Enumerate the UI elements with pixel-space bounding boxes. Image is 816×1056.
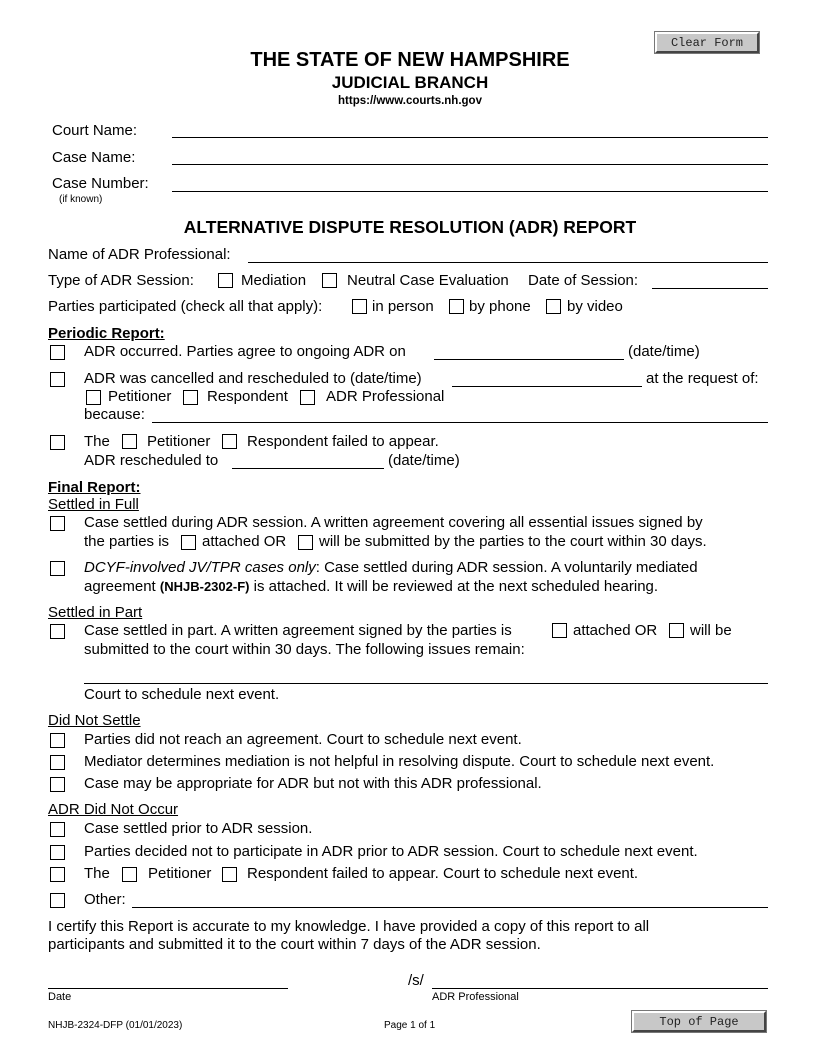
dcyf-italic: DCYF-involved JV/TPR cases only (84, 559, 316, 576)
case-number-field[interactable] (172, 191, 768, 192)
failed-respondent-checkbox[interactable] (222, 434, 237, 449)
settled-in-part-heading: Settled in Part (48, 604, 143, 621)
rescheduled-date-field[interactable] (452, 386, 642, 387)
neutral-evaluation-label: Neutral Case Evaluation (347, 272, 509, 289)
part-will-be-label: will be (690, 622, 732, 639)
other-label: Other: (84, 891, 126, 908)
by-phone-label: by phone (469, 298, 531, 315)
page-number: Page 1 of 1 (384, 1020, 436, 1031)
settled-prior-checkbox[interactable] (50, 822, 65, 837)
other-field[interactable] (132, 907, 768, 908)
mediation-checkbox[interactable] (218, 273, 233, 288)
failed-petitioner-checkbox[interactable] (122, 434, 137, 449)
case-name-field[interactable] (172, 164, 768, 165)
agreement-text (84, 578, 658, 595)
state-heading: THE STATE OF NEW HAMPSHIRE (250, 49, 570, 71)
because-label: because: (84, 406, 145, 423)
adr-professional-signature-label: ADR Professional (432, 991, 519, 1003)
by-video-label: by video (567, 298, 623, 315)
decided-not-text: Parties decided not to participate in ADR prior to ADR session. Court to schedule next event. (84, 843, 698, 860)
final-report-heading: Final Report: (48, 479, 141, 496)
in-person-label: in person (372, 298, 434, 315)
failed-to-appear-checkbox[interactable] (50, 435, 65, 450)
by-video-checkbox[interactable] (546, 299, 561, 314)
dno-the-label: The (84, 865, 110, 882)
case-name-label: Case Name: (52, 149, 136, 166)
adr-cancelled-checkbox[interactable] (50, 372, 65, 387)
certify-line2: participants and submitted it to the court within 7 days of the ADR session. (48, 936, 541, 953)
court-name-field[interactable] (172, 137, 768, 138)
full-attached-label: attached OR (202, 533, 287, 550)
neutral-evaluation-checkbox[interactable] (322, 273, 337, 288)
adr-occurred-text: ADR occurred. Parties agree to ongoing ADR on (84, 343, 406, 360)
the-label: The (84, 433, 110, 450)
rescheduled-to-label: ADR rescheduled to (84, 452, 219, 469)
request-petitioner-label: Petitioner (108, 388, 172, 405)
court-schedule-text: Court to schedule next event. (84, 686, 280, 703)
request-adr-professional-label: ADR Professional (326, 388, 445, 405)
no-agreement-text: Parties did not reach an agreement. Court to schedule next event. (84, 731, 522, 748)
settled-part-checkbox[interactable] (50, 624, 65, 639)
dno-respondent-checkbox[interactable] (222, 867, 237, 882)
part-will-be-checkbox[interactable] (669, 623, 684, 638)
parties-is-text: the parties is (84, 533, 170, 550)
court-name-label: Court Name: (52, 122, 138, 139)
form-code-footer: NHJB-2324-DFP (01/01/2023) (48, 1020, 183, 1031)
dno-failed-checkbox[interactable] (50, 867, 65, 882)
failed-respondent-text: Respondent failed to appear. (247, 433, 439, 450)
settled-part-text: Case settled in part. A written agreement signed by the parties is (84, 622, 512, 639)
agreement-rest: is attached. It will be reviewed at the next scheduled hearing. (253, 578, 659, 595)
signature-field[interactable] (432, 988, 768, 989)
rescheduled-to-field[interactable] (232, 468, 384, 469)
part-attached-label: attached OR (573, 622, 658, 639)
not-helpful-text: Mediator determines mediation is not helpful in resolving dispute. Court to schedule next event. (84, 753, 715, 770)
mediation-label: Mediation (241, 272, 307, 289)
date-time-label-2: (date/time) (388, 452, 460, 469)
request-respondent-label: Respondent (207, 388, 288, 405)
branch-heading: JUDICIAL BRANCH (331, 73, 489, 92)
court-url: https://www.courts.nh.gov (338, 95, 482, 107)
no-agreement-checkbox[interactable] (50, 733, 65, 748)
if-known-note: (if known) (59, 194, 103, 205)
by-phone-checkbox[interactable] (449, 299, 464, 314)
not-helpful-checkbox[interactable] (50, 755, 65, 770)
settled-in-full-heading: Settled in Full (48, 496, 139, 513)
certify-line1: I certify this Report is accurate to my knowledge. I have provided a copy of this report to all (48, 918, 650, 935)
dno-petitioner-label: Petitioner (148, 865, 212, 882)
periodic-report-heading: Periodic Report: (48, 325, 165, 342)
date-label: Date (48, 991, 72, 1003)
dno-respondent-text: Respondent failed to appear. Court to schedule next event. (247, 865, 639, 882)
decided-not-checkbox[interactable] (50, 845, 65, 860)
remaining-issues-field[interactable] (84, 683, 768, 684)
settled-full-text: Case settled during ADR session. A written agreement covering all essential issues signed by (84, 514, 703, 531)
ongoing-date-field[interactable] (434, 359, 624, 360)
did-not-settle-heading: Did Not Settle (48, 712, 141, 729)
settled-prior-text: Case settled prior to ADR session. (84, 820, 313, 837)
at-request-label: at the request of: (646, 370, 759, 387)
did-not-occur-heading: ADR Did Not Occur (48, 801, 179, 818)
in-person-checkbox[interactable] (352, 299, 367, 314)
request-petitioner-checkbox[interactable] (86, 390, 101, 405)
not-this-professional-text: Case may be appropriate for ADR but not with this ADR professional. (84, 775, 542, 792)
full-will-submit-checkbox[interactable] (298, 535, 313, 550)
top-of-page-button[interactable]: Top of Page (632, 1011, 766, 1032)
date-of-session-field[interactable] (652, 288, 768, 289)
adr-professional-field[interactable] (248, 262, 768, 263)
session-type-label: Type of ADR Session: (48, 272, 194, 289)
adr-cancelled-text: ADR was cancelled and rescheduled to (date/time) (84, 370, 422, 387)
part-line2-text: submitted to the court within 30 days. The following issues remain: (84, 641, 525, 658)
form-title: ALTERNATIVE DISPUTE RESOLUTION (ADR) REPORT (183, 217, 637, 237)
signature-s-label: /s/ (408, 972, 424, 989)
adr-professional-label: Name of ADR Professional: (48, 246, 231, 263)
dcyf-checkbox[interactable] (50, 561, 65, 576)
date-time-label: (date/time) (628, 343, 700, 360)
dcyf-rest: : Case settled during ADR session. A voluntarily mediated (315, 559, 698, 576)
parties-label: Parties participated (check all that apply): (48, 298, 323, 315)
case-number-label: Case Number: (52, 175, 149, 192)
full-will-submit-text: will be submitted by the parties to the court within 30 days. (319, 533, 707, 550)
clear-form-button[interactable]: Clear Form (655, 32, 759, 53)
form-code: (NHJB-2302-F) (159, 579, 250, 594)
date-field[interactable] (48, 988, 288, 989)
dno-petitioner-checkbox[interactable] (122, 867, 137, 882)
full-attached-checkbox[interactable] (181, 535, 196, 550)
other-checkbox[interactable] (50, 893, 65, 908)
adr-occurred-checkbox[interactable] (50, 345, 65, 360)
request-respondent-checkbox[interactable] (183, 390, 198, 405)
part-attached-checkbox[interactable] (552, 623, 567, 638)
date-of-session-label: Date of Session: (528, 272, 639, 289)
because-field[interactable] (152, 422, 768, 423)
settled-full-checkbox[interactable] (50, 516, 65, 531)
agreement-word: agreement (84, 578, 156, 595)
failed-petitioner-label: Petitioner (147, 433, 211, 450)
not-this-professional-checkbox[interactable] (50, 777, 65, 792)
dcyf-text (84, 559, 698, 576)
request-adr-professional-checkbox[interactable] (300, 390, 315, 405)
